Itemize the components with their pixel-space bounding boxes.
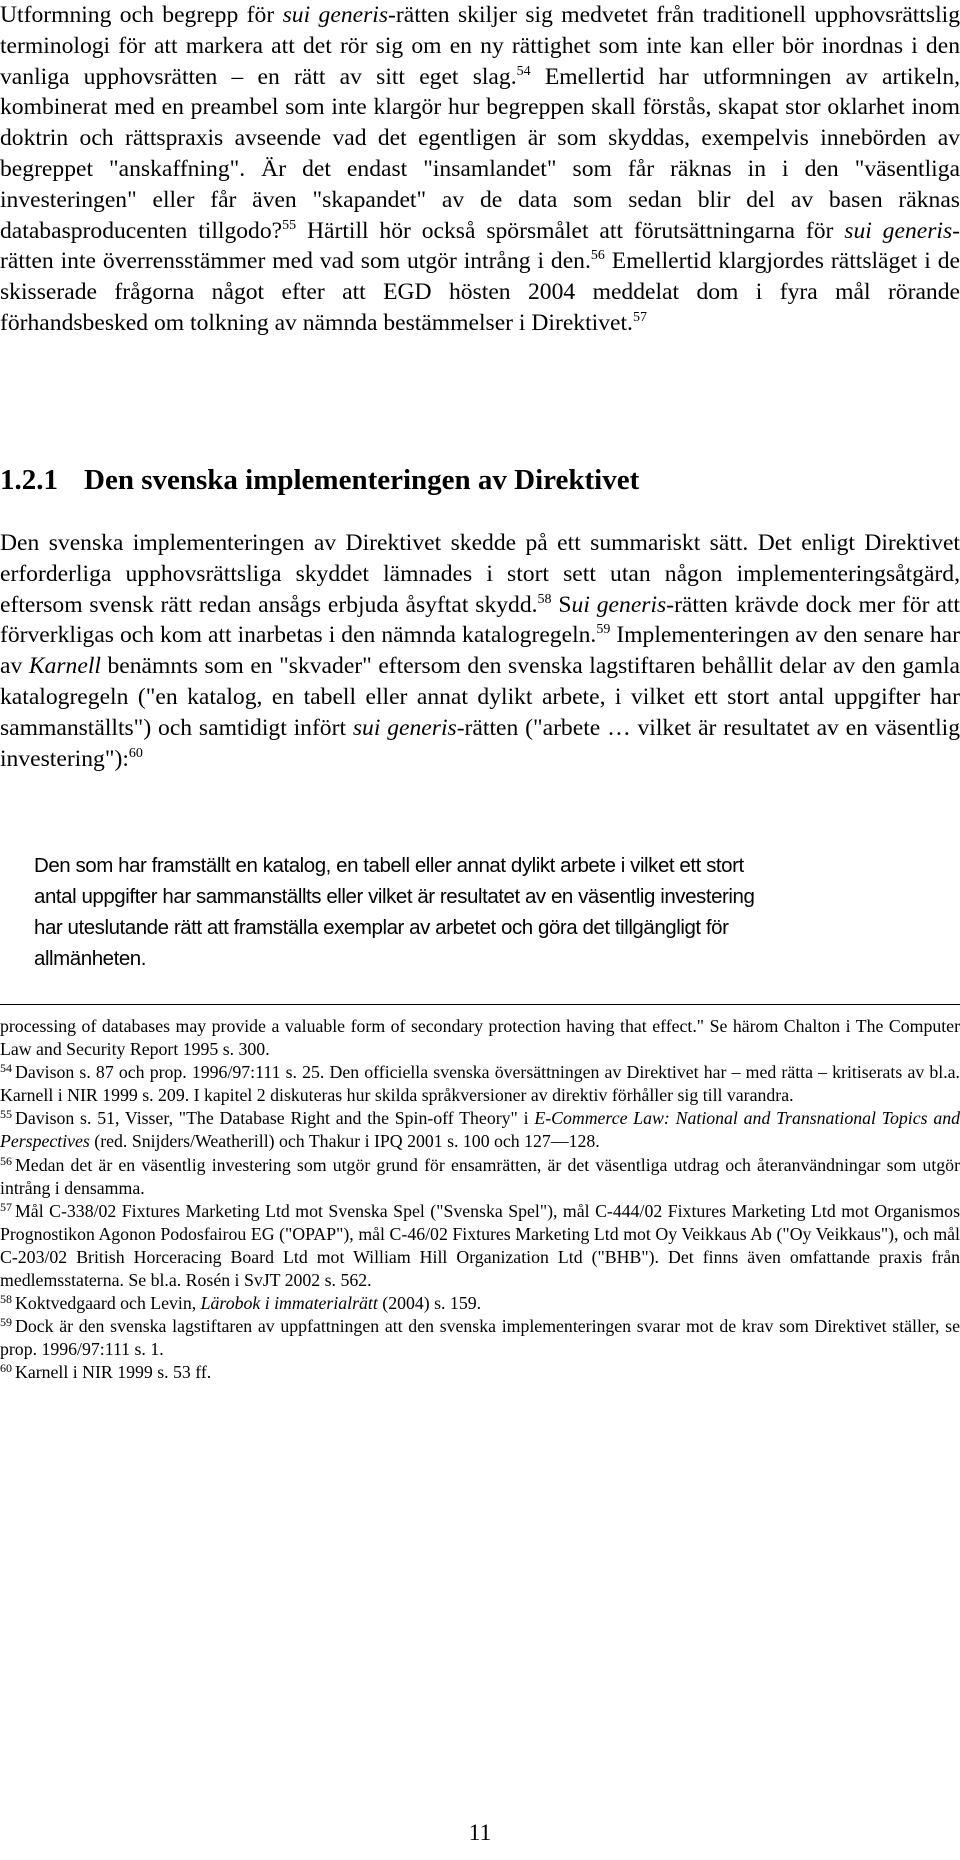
footnote-text: (red. Snijders/Weatherill) och Thakur i IPQ 2001 s. 100 och 127—128. — [89, 1131, 600, 1152]
section-number: 1.2.1 — [0, 464, 58, 496]
footnote-ref-57[interactable]: 57 — [632, 309, 647, 325]
block-quote — [34, 850, 786, 974]
footnote-italic-title: Lärobok i immaterialrätt — [200, 1293, 378, 1314]
footnote-ref-59[interactable]: 59 — [596, 622, 611, 638]
footnote-text: Mål C-338/02 Fixtures Marketing Ltd mot Svenska Spel ("Svenska Spel"), mål C-444/02 Fixtures Marketing Ltd mot Organismos Prognostikon Agonon Podosfairou EG ("OPAP"), mål C-46/02 Fixtures Marketing Ltd mot Oy Veikkaus Ab ("Oy Veikkaus"), och mål C-203/02 British Horceracing Board Ltd mot William Hill Organization Ltd ("BHB"). Det finns även omfattande praxis från medlemsstaterna. Se bl.a. Rosén i SvJT 2002 s. 562. — [0, 1200, 960, 1291]
footnote-ref-54[interactable]: 54 — [516, 63, 531, 79]
footnote-text: Davison s. 51, Visser, "The Database Right and the Spin-off Theory" i — [15, 1108, 535, 1129]
footnote-number: 57 — [0, 1199, 12, 1214]
text-run: Emellertid klargjordes rättsläget i de skisserade frågorna något efter att EGD hösten 2004 meddelat dom i fyra mål rörande förhandsbesked om tolkning av nämnda bestämmelser i Direktivet. — [0, 248, 960, 336]
italic-term: sui generis — [352, 714, 457, 741]
section-title: Den svenska implementeringen av Direktivet — [84, 464, 640, 496]
footnote-ref-56[interactable]: 56 — [590, 248, 605, 264]
body-paragraph-2 — [0, 528, 960, 774]
text-run: -rätten ("arbete … vilket är resultatet av en väsentlig investering"): — [0, 714, 960, 772]
footnote-number: 55 — [0, 1107, 12, 1122]
text-run: benämnts som en "skvader" eftersom den svenska lagstiftaren behållit delar av den gamla katalogregeln ("en katalog, en tabell eller annat dylikt arbete, i vilket ett stort antal uppgifter har sammanställts") och samtidigt infört — [0, 653, 960, 741]
footnote-continuation: processing of databases may provide a valuable form of secondary protection having that effect." Se härom Chalton i The Computer Law and Security Report 1995 s. 300. — [0, 1016, 960, 1060]
footnote-56 — [0, 1154, 960, 1200]
body-paragraph-1 — [0, 0, 960, 339]
footnote-separator — [0, 1004, 960, 1005]
footnote-text: (2004) s. 159. — [377, 1293, 482, 1314]
footnote-number: 54 — [0, 1061, 12, 1076]
text-run: Emellertid har utformningen av artikeln, kombinerat med en preambel som inte klargör hur begreppen skall förstås, skapat stor oklarhet inom doktrin och rättspraxis avseende vad det egentligen är som skyddas, exempelvis innebörden av begreppet "anskaffning". Är det endast "insamlandet" som får räknas in i den "väsentliga investeringen" eller får även "skapandet" av de data som sedan blir del av basen räknas databasproducenten tillgodo? — [0, 63, 960, 244]
text-run: S — [551, 591, 572, 618]
footnote-text: Medan det är en väsentlig investering som utgör grund för ensamrätten, är det väsentliga utdrag och återanvändningar som utgör intrång i densamma. — [0, 1154, 960, 1198]
footnote-text: Dock är den svenska lagstiftaren av uppfattningen att den svenska implementeringen svarar mot de krav som Direktivet ställer, se prop. 1996/97:111 s. 1. — [0, 1316, 960, 1360]
italic-term: sui generis — [844, 217, 953, 244]
text-run: Utformning och begrepp för — [0, 2, 283, 28]
footnote-59 — [0, 1315, 960, 1361]
footnote-55 — [0, 1107, 960, 1153]
footnote-number: 60 — [0, 1361, 12, 1376]
footnote-ref-58[interactable]: 58 — [537, 591, 552, 607]
text-run: Implementeringen av den senare har av — [0, 622, 960, 680]
footnote-italic-title: E-Commerce Law: National and Transnational Topics and Perspectives — [0, 1108, 960, 1152]
footnote-ref-60[interactable]: 60 — [128, 745, 143, 761]
text-run: Härtill hör också spörsmålet att förutsättningarna för — [296, 217, 845, 244]
text-run: -rätten krävde dock mer för att förverkligas och kom att inarbetas i den nämnda katalogregeln. — [0, 591, 960, 649]
footnote-ref-55[interactable]: 55 — [282, 217, 297, 233]
footnote-60 — [0, 1361, 960, 1384]
footnote-text: Davison s. 87 och prop. 1996/97:111 s. 25. Den officiella svenska översättningen av Direktivet har – med rätta – kritiserats av bl.a. Karnell i NIR 1999 s. 209. I kapitel 2 diskuteras hur skilda språkversioner av direktiv förhåller sig till varandra. — [0, 1062, 960, 1106]
footnote-number: 58 — [0, 1292, 12, 1307]
footnote-text: Koktvedgaard och Levin, — [15, 1293, 201, 1314]
page-number: 11 — [468, 1820, 492, 1846]
quote-text: Den som har framställt en katalog, en tabell eller annat dylikt arbete i vilket ett stort antal uppgifter har sammanställts eller vilket är resultatet av en väsentlig investering har uteslutande rätt att framställa exemplar av arbetet och göra det tillgängligt för allmänheten. — [34, 854, 755, 970]
text-run: -rätten inte överrensstämmer med vad som utgör intrång i den. — [0, 217, 960, 275]
italic-term: sui generis — [282, 2, 389, 28]
footnotes — [0, 1015, 960, 1385]
text-run: Den svenska implementeringen av Direktivet skedde på ett summariskt sätt. Det enligt Direktivet erforderliga upphovsrättsliga skyddet lämnades i stort sett utan någon implementeringsåtgärd, eftersom svensk rätt redan ansågs erbjuda åsyftat skydd. — [0, 530, 960, 618]
footnote-text: Karnell i NIR 1999 s. 53 ff. — [15, 1362, 212, 1383]
section-heading — [0, 463, 960, 497]
footnote-58 — [0, 1292, 960, 1315]
italic-author: Karnell — [28, 653, 101, 680]
footnote-57 — [0, 1200, 960, 1292]
text-run: -rätten skiljer sig medvetet från traditionell upphovsrättslig terminologi för att markera att det rör sig om en ny rättighet som inte kan eller bör inordnas i den vanliga upphovsrätten – en rätt av sitt eget slag. — [0, 2, 960, 90]
footnote-number: 56 — [0, 1153, 12, 1168]
footnote-54 — [0, 1061, 960, 1107]
italic-term: ui generis — [571, 591, 667, 618]
footnote-number: 59 — [0, 1315, 12, 1330]
